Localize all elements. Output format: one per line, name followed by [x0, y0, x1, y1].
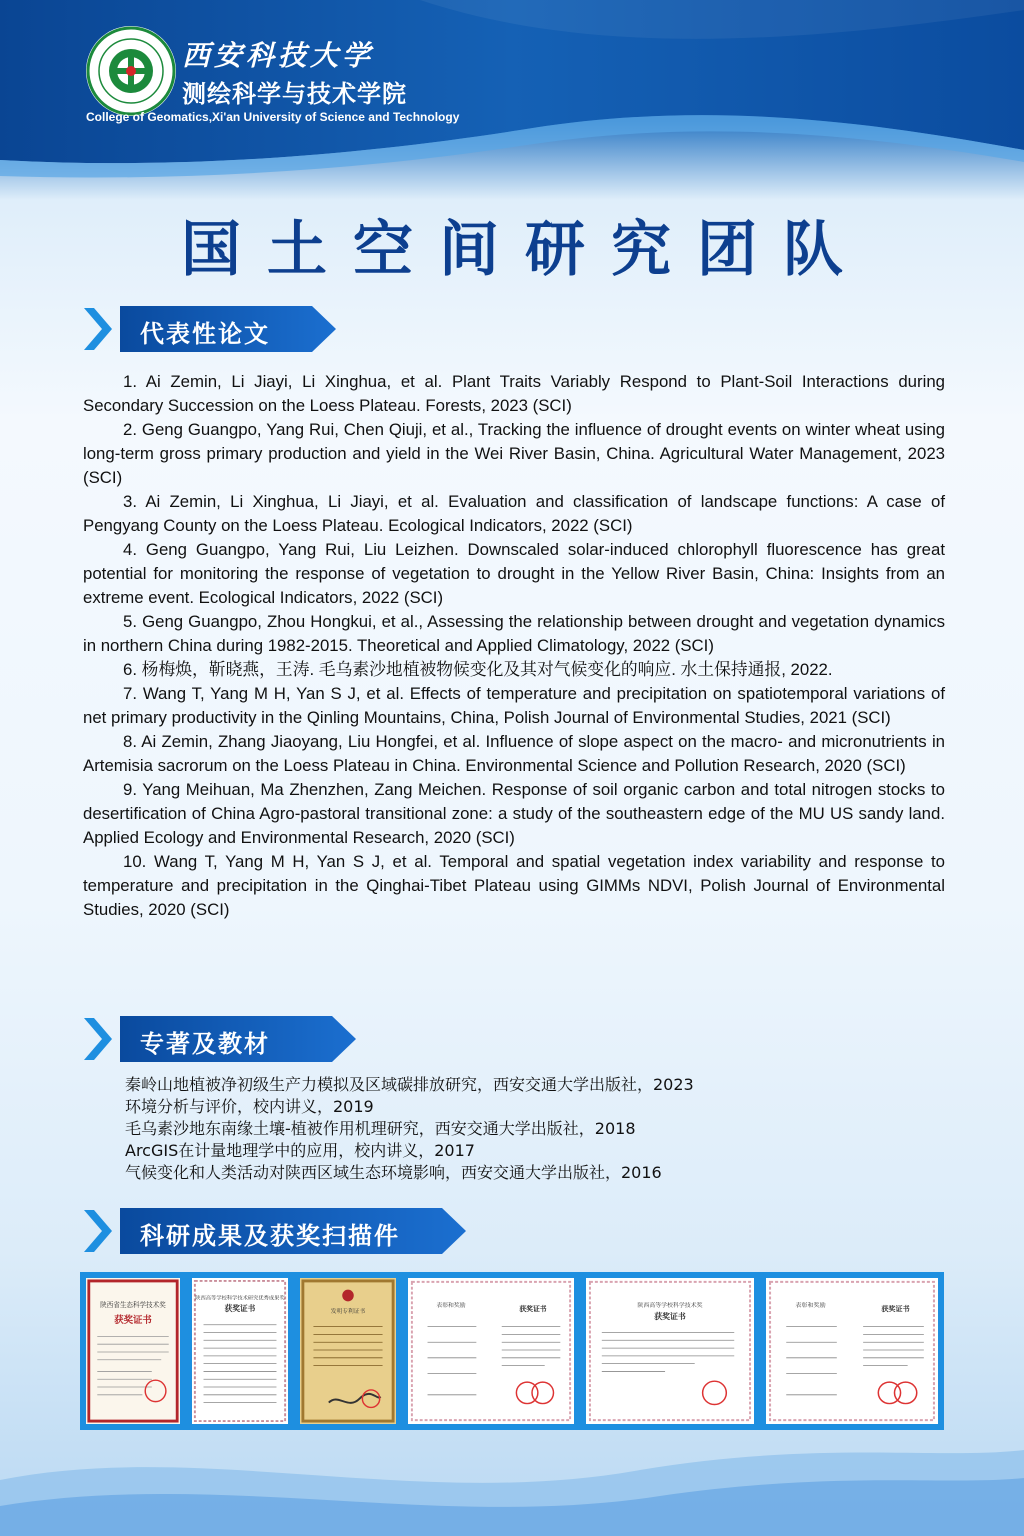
list-item: 环境分析与评价，校内讲义，2019: [125, 1097, 374, 1116]
certificate-gallery: [80, 1272, 944, 1430]
certificate-subtitle: 获奖证书: [881, 1305, 910, 1314]
papers-list: [83, 370, 945, 922]
list-item: 气候变化和人类活动对陕西区域生态环境影响，西安交通大学出版社，2016: [125, 1163, 662, 1182]
certificate-title: 发明专利证书: [330, 1309, 366, 1316]
certificate-scan: [80, 1272, 186, 1430]
list-item: 6. 杨梅焕，靳晓燕，王涛. 毛乌素沙地植被物候变化及其对气候变化的响应. 水土保持通报, 2022.: [123, 660, 833, 679]
certificate-title: 陕西高等学校科学技术奖: [637, 1303, 703, 1310]
section-heading-books: [80, 1016, 360, 1062]
books-list: [125, 1074, 945, 1184]
certificate-subtitle: 获奖证书: [224, 1304, 256, 1314]
list-item: 3. Ai Zemin, Li Xinghua, Li Jiayi, et al. Evaluation and classification of landscape functions: A case of Pengyang County on the Loess Plateau. Ecological Indicators, 2022 (SCI): [83, 492, 945, 535]
certificate-scan: [580, 1272, 760, 1430]
list-item: 秦岭山地植被净初级生产力模拟及区域碳排放研究，西安交通大学出版社，2023: [125, 1075, 694, 1094]
university-logo: [86, 26, 176, 116]
list-item: 毛乌素沙地东南缘土壤-植被作用机理研究，西安交通大学出版社，2018: [125, 1119, 636, 1138]
section-heading-label: 代表性论文: [140, 320, 270, 348]
section-heading-awards: [80, 1208, 470, 1254]
certificate-title: 陕西省生态科学技术奖: [100, 1301, 166, 1310]
certificate-scan: [760, 1272, 944, 1430]
page-title: 国土空间研究团队: [181, 215, 869, 285]
university-name: 西安科技大学: [182, 39, 375, 72]
bottom-wave-decoration: [0, 1420, 1024, 1536]
certificate-scan: [186, 1272, 294, 1430]
list-item: 9. Yang Meihuan, Ma Zhenzhen, Zang Meichen. Response of soil organic carbon and total nitrogen stocks to desertification of China Agro-pastoral transitional zone: a study of the southeastern edge of the MU US sandy land. Applied Ecology and Environmental Research, 2020 (SCI): [83, 780, 945, 847]
list-item: ArcGIS在计量地理学中的应用，校内讲义，2017: [125, 1141, 475, 1160]
certificate-subtitle: 获奖证书: [519, 1305, 547, 1314]
certificate-scan: [402, 1272, 580, 1430]
list-item: 10. Wang T, Yang M H, Yan S J, et al. Temporal and spatial vegetation index variability and response to temperature and precipitation in the Qinghai-Tibet Plateau using GIMMs NDVI, Polish Journal of Environmental Studies, 2020 (SCI): [83, 852, 945, 919]
list-item: 7. Wang T, Yang M H, Yan S J, et al. Effects of temperature and precipitation on spatiotemporal variations of net primary productivity in the Qinling Mountains, China, Polish Journal of Environmental Studies, 2021 (SCI): [83, 684, 945, 727]
list-item: 2. Geng Guangpo, Yang Rui, Chen Qiuji, et al., Tracking the influence of drought events on winter wheat using long-term gross primary production and yield in the Wei River Basin, China. Agricultural Water Management, 2023 (SCI): [83, 420, 945, 487]
certificate-title: 表彰和奖励: [436, 1303, 466, 1310]
section-heading-label: 专著及教材: [140, 1030, 270, 1058]
certificate-subtitle: 获奖证书: [114, 1314, 152, 1326]
certificate-scan: [294, 1272, 402, 1430]
section-heading-papers: [80, 306, 340, 352]
certificate-subtitle: 获奖证书: [654, 1311, 686, 1321]
list-item: 8. Ai Zemin, Zhang Jiaoyang, Liu Hongfei, et al. Influence of slope aspect on the macro- and micronutrients in Artemisia sacrorum on the Loess Plateau in China. Environmental Science and Pollution Research, 2020 (SCI): [83, 732, 945, 775]
college-english-name: College of Geomatics,Xi'an University of Science and Technology: [86, 110, 460, 124]
certificate-title: 陕西高等学校科学技术研究优秀成果奖: [195, 1295, 285, 1302]
list-item: 5. Geng Guangpo, Zhou Hongkui, et al., Assessing the relationship between drought and vegetation dynamics in northern China during 1982-2015. Theoretical and Applied Climatology, 2022 (SCI): [83, 612, 945, 655]
list-item: 4. Geng Guangpo, Yang Rui, Liu Leizhen. Downscaled solar-induced chlorophyll fluorescence has great potential for monitoring the response of vegetation to drought in the Yellow River Basin, China: Insights from an extreme event. Ecological Indicators, 2022 (SCI): [83, 540, 945, 607]
list-item: 1. Ai Zemin, Li Jiayi, Li Xinghua, et al. Plant Traits Variably Respond to Plant-Soil Interactions during Secondary Succession on the Loess Plateau. Forests, 2023 (SCI): [83, 372, 945, 415]
certificate-title: 表彰和奖励: [795, 1302, 826, 1310]
section-heading-label: 科研成果及获奖扫描件: [140, 1222, 400, 1250]
college-name: 测绘科学与技术学院: [182, 80, 407, 108]
